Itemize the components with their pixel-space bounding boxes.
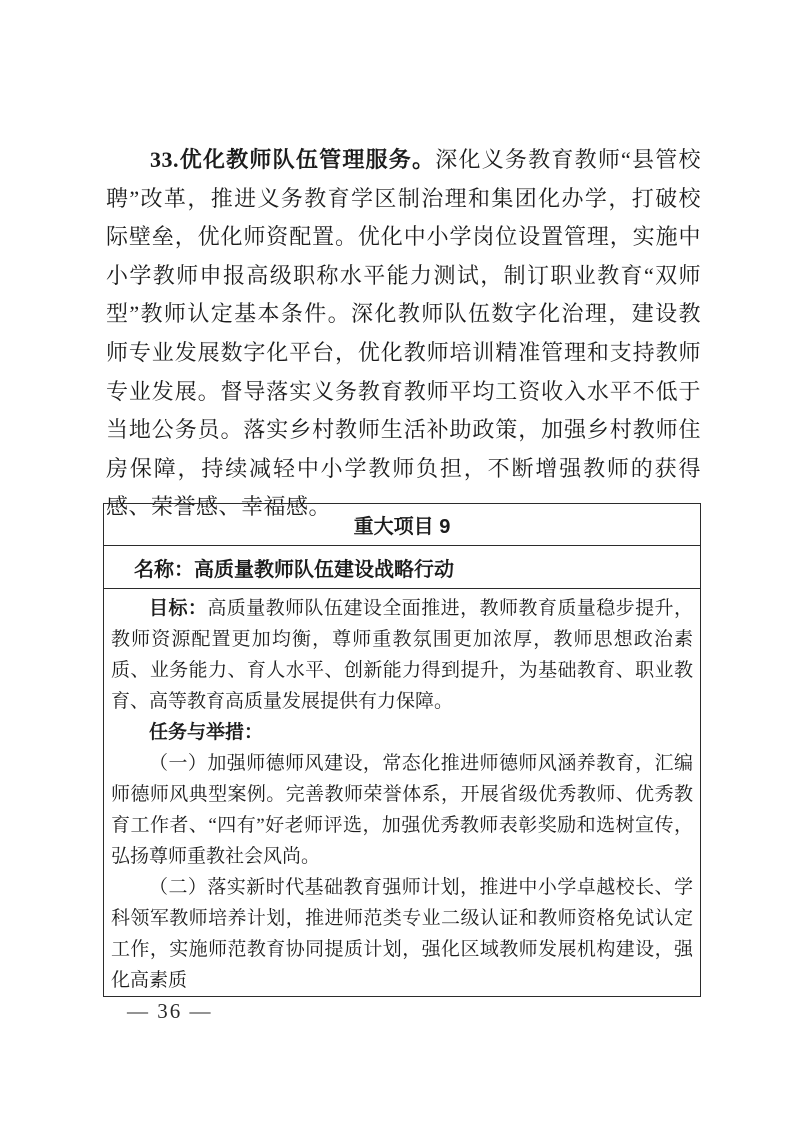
tasks-heading: 任务与举措： xyxy=(149,722,264,743)
project-name-label: 名称： xyxy=(134,558,194,581)
paragraph-text: 深化义务教育教师“县管校聘”改革，推进义务教育学区制治理和集团化办学，打破校际壁垒，优化师资配置。优化中小学岗位设置管理，实施中小学教师申报高级职称水平能力测试，制订职业教育“双师型”教师认定基本条件。深化教师队伍数字化治理，建设教师专业发展数字化平台，优化教师培训精准管理和支持教师专业发展。督导落实义务教育教师平均工资收入水平不低于当地公务员。落实乡村教师生活补助政策，加强乡村教师住房保障，持续减轻中小学教师负担，不断增强教师的获得感、荣誉感、幸福感。 xyxy=(106,147,701,520)
table-title-row xyxy=(104,504,701,546)
project-name-value: 高质量教师队伍建设战略行动 xyxy=(194,558,454,581)
page-number: — 36 — xyxy=(127,999,213,1023)
body-paragraph xyxy=(106,141,701,527)
table-name-row xyxy=(104,546,701,589)
task-item-2: （二）落实新时代基础教育强师计划，推进中小学卓越校长、学科领军教师培养计划，推进师范类专业二级认证和教师资格免试认定工作，实施师范教育协同提质计划，强化区域教师发展机构建设，强化高素质 xyxy=(111,877,693,991)
goal-paragraph xyxy=(111,593,693,717)
project-table xyxy=(103,503,701,997)
goal-label: 目标： xyxy=(149,598,208,619)
table-title: 重大项目 9 xyxy=(104,504,701,546)
project-name-cell xyxy=(104,546,701,589)
table-body-row xyxy=(104,589,701,997)
goal-text: 高质量教师队伍建设全面推进，教师教育质量稳步提升，教师资源配置更加均衡，尊师重教氛围更加浓厚，教师思想政治素质、业务能力、育人水平、创新能力得到提升，为基础教育、职业教育、高等教育高质量发展提供有力保障。 xyxy=(111,598,693,712)
paragraph-lead: 33.优化教师队伍管理服务。 xyxy=(150,147,436,172)
project-detail-cell xyxy=(104,589,701,997)
task-item-1: （一）加强师德师风建设，常态化推进师德师风涵养教育，汇编师德师风典型案例。完善教师荣誉体系，开展省级优秀教师、优秀教育工作者、“四有”好老师评选，加强优秀教师表彰奖励和选树宣传，弘扬尊师重教社会风尚。 xyxy=(111,753,693,867)
